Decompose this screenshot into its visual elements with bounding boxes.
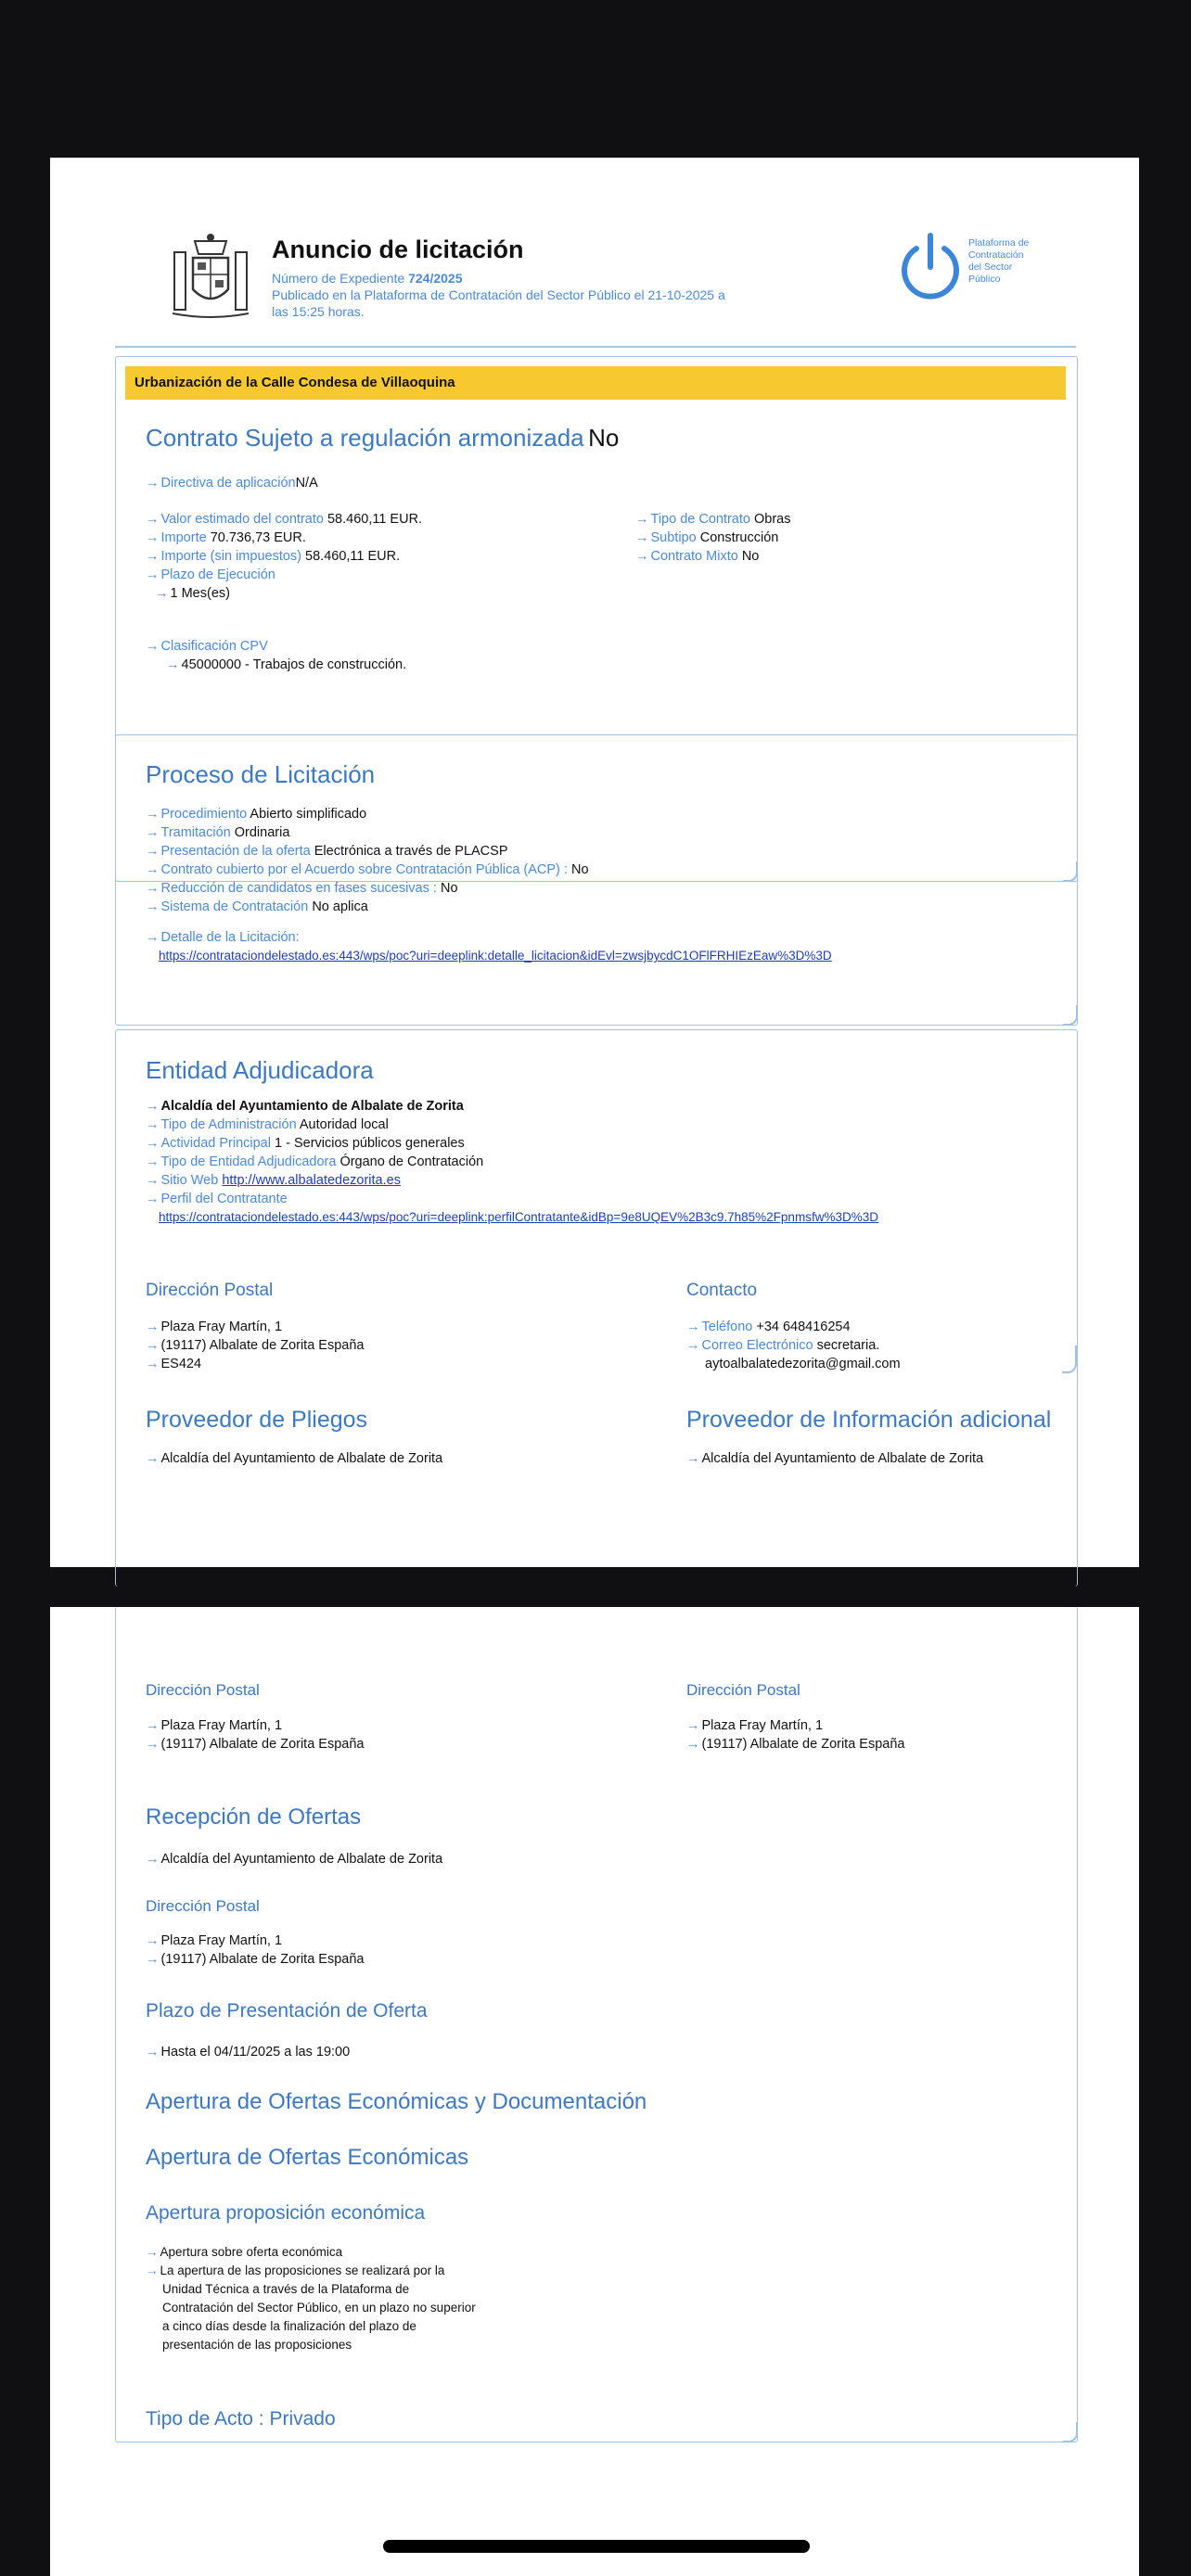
cpv-block: → Clasificación CPV → 45000000 - Trabajos de construcción. [146,639,407,672]
page-title: Anuncio de licitación [272,236,524,263]
logo-text: Plataforma de Contratación del Sector Público [968,237,1030,285]
entidad-heading: Entidad Adjudicadora [146,1056,374,1084]
directiva-line: → Directiva de aplicaciónN/A [146,476,318,491]
dir2-heading: Dirección Postal [686,1681,800,1699]
expediente: Número de Expediente 724/2025 [272,271,463,286]
proceso-list: → Procedimiento Abierto simplificado → Tramitación Ordinaria → Presentación de la oferta Electrónica a través de PLACSP → Contrato cubierto por el Acuerdo sobre Contratación Pública (ACP) : No → Reducción de candidatos en fases sucesivas : No → Sistema de Contratación No aplica [146,807,589,914]
recepcion-line: → Alcaldía del Ayuntamiento de Albalate de Zorita [146,1852,443,1867]
home-indicator[interactable] [383,2540,810,2553]
dir3-heading: Dirección Postal [146,1897,260,1915]
contrato-right-list: → Tipo de Contrato Obras → Subtipo Construcción → Contrato Mixto No [635,512,791,564]
entidad-section [115,1029,1078,1587]
dir1-heading: Dirección Postal [146,1681,260,1699]
info-line: → Alcaldía del Ayuntamiento de Albalate de Zorita [686,1451,984,1466]
dir3-list: → Plaza Fray Martín, 1 → (19117) Albalate de Zorita España [146,1933,365,1967]
plazo-heading: Plazo de Presentación de Oferta [146,2000,428,2021]
header-divider [115,346,1076,348]
proceso-section [115,734,1078,1026]
publicado-text: Publicado en la Plataforma de Contratación del Sector Público el 21-10-2025 a [272,287,725,302]
info-heading: Proveedor de Información adicional [686,1407,1052,1433]
detalle-block: → Detalle de la Licitación: https://contrataciondelestado.es:443/wps/poc?uri=deeplink:detalle_licitacion&idEvl=zwsjbycdC1OFlFRHIEzEaw%3D%3D [146,930,832,963]
dir1-list: → Plaza Fray Martín, 1 → (19117) Albalate de Zorita España [146,1718,365,1752]
contacto-list: → Teléfono +34 648416254 → Correo Electrónico secretaria. aytoalbalatedezorita@gmail.com [686,1320,901,1371]
title-banner: Urbanización de la Calle Condesa de Villaoquina [125,366,1066,400]
contrato-left-list: → Valor estimado del contrato 58.460,11 EUR. → Importe 70.736,73 EUR. → Importe (sin impuestos) 58.460,11 EUR. → Plazo de Ejecución → 1 Mes(es) [146,512,423,601]
publicado-hora: las 15:25 horas. [272,304,365,319]
tipo-acto: Tipo de Acto : Privado [146,2408,336,2429]
direccion-heading: Dirección Postal [146,1281,274,1300]
document-page-1 [50,158,1139,1567]
page2-section [115,1607,1078,2442]
proceso-heading: Proceso de Licitación [146,760,376,788]
web-link[interactable]: http://www.albalatedezorita.es [222,1173,401,1188]
perfil-link[interactable]: https://contrataciondelestado.es:443/wps/poc?uri=deeplink:perfilContratante&idBp=9e8UQEV%2B3c9.7h85%2Fpnmsfw%3D%3D [159,1210,878,1224]
proposicion-list: → Apertura sobre oferta económica → La apertura de las proposiciones se realizará por la Unidad Técnica a través de la Plataforma de Contratación del Sector Público, en un plazo no superior a cinco días desde la finalización del plazo de presentación de las proposiciones [146,2245,476,2352]
direccion-list: → Plaza Fray Martín, 1 → (19117) Albalate de Zorita España → ES424 [146,1320,365,1371]
plazo-line: → Hasta el 04/11/2025 a las 19:00 [146,2045,351,2060]
escudo-espana-icon [173,232,249,321]
document-page-2 [50,1607,1139,2576]
contacto-heading: Contacto [686,1281,758,1300]
entidad-list: → Alcaldía del Ayuntamiento de Albalate de Zorita → Tipo de Administración Autoridad local → Actividad Principal 1 - Servicios públicos generales → Tipo de Entidad Adjudicadora Órgano de Contratación → Sitio Web http://www.albalatedezorita.es → Perfil del Contratante https://contrataciondelestado.es:443/wps/poc?uri=deeplink:perfilContratante&idBp=9e8UQEV%2B3c9.7h85%2Fpnmsfw%3D%3D [146,1099,878,1224]
power-logo-icon [898,232,963,302]
recepcion-heading: Recepción de Ofertas [146,1804,362,1830]
pliegos-heading: Proveedor de Pliegos [146,1407,368,1433]
apertura2-heading: Apertura de Ofertas Económicas [146,2145,469,2170]
pliegos-line: → Alcaldía del Ayuntamiento de Albalate de Zorita [146,1451,443,1466]
contacto-hook [1062,1345,1077,1373]
detalle-link[interactable]: https://contrataciondelestado.es:443/wps/poc?uri=deeplink:detalle_licitacion&idEvl=zwsjbycdC1OFlFRHIEzEaw%3D%3D [159,949,832,963]
dir2-list: → Plaza Fray Martín, 1 → (19117) Albalate de Zorita España [686,1718,905,1752]
apertura1-heading: Apertura de Ofertas Económicas y Documentación [146,2089,647,2114]
proposicion-heading: Apertura proposición económica [146,2202,426,2224]
contrato-heading: Contrato Sujeto a regulación armonizada No [146,424,620,452]
